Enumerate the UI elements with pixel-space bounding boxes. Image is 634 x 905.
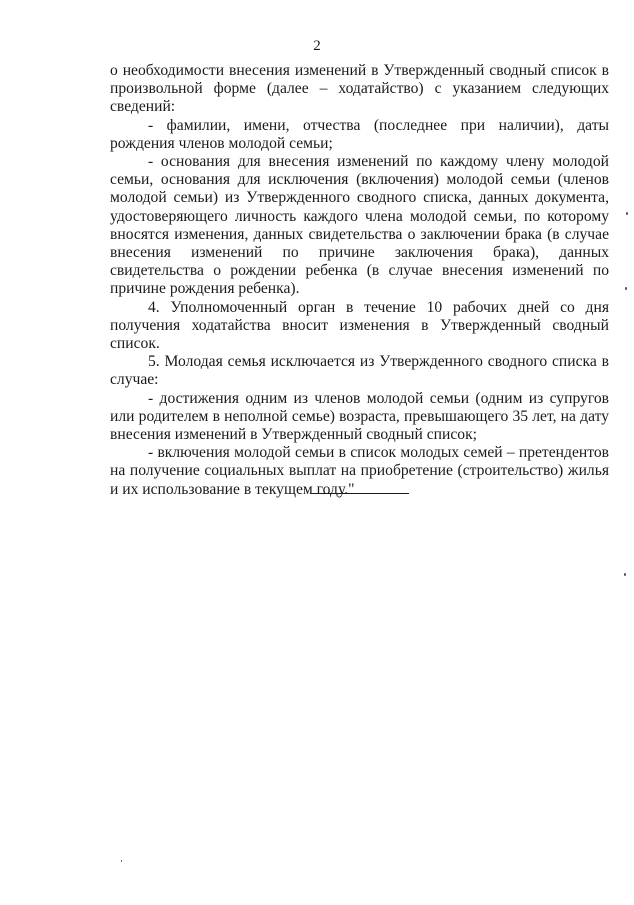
scan-speck (121, 860, 122, 862)
page-number: 2 (313, 38, 321, 54)
document-body (110, 62, 609, 499)
clause-5: 5. Молодая семья исключается из Утвержденного сводного списка в случае: (110, 353, 609, 389)
paragraph-continuation: о необходимости внесения изменений в Утвержденный сводный список в произвольной форме (далее – ходатайство) с указанием следующих сведений: (110, 62, 609, 116)
list-item-names: - фамилии, имени, отчества (последнее при наличии), даты рождения членов молодой семьи; (110, 116, 609, 152)
list-item-age: - достижения одним из членов молодой семьи (одним из супругов или родителем в неполной семье) возраста, превышающего 35 лет, на дату внесения изменений в Утвержденный сводный список; (110, 389, 609, 444)
list-item-inclusion: - включения молодой семьи в список молодых семей – претендентов на получение социальных выплат на приобретение (строительство) жилья и их использование в текущем году." (110, 444, 609, 498)
clause-4: 4. Уполномоченный орган в течение 10 рабочих дней со дня получения ходатайства вносит изменения в Утвержденный сводный список. (110, 298, 609, 353)
end-divider-line (311, 493, 409, 494)
scan-speck (626, 212, 628, 215)
list-item-grounds: - основания для внесения изменений по каждому члену молодой семьи, основания для исключения (включения) молодой семьи (членов молодой семьи) из Утвержденного сводного списка, данных документа, удостоверяющего личность каждого члена молодой семьи, по которому вносятся изменения, данных свидетельства о заключении брака (в случае внесения изменений по причине заключения брака), данных свидетельства о рождении ребенка (в случае внесения изменений по причине рождения ребенка). (110, 153, 609, 298)
scan-speck (625, 287, 627, 290)
scan-speck (624, 573, 626, 576)
